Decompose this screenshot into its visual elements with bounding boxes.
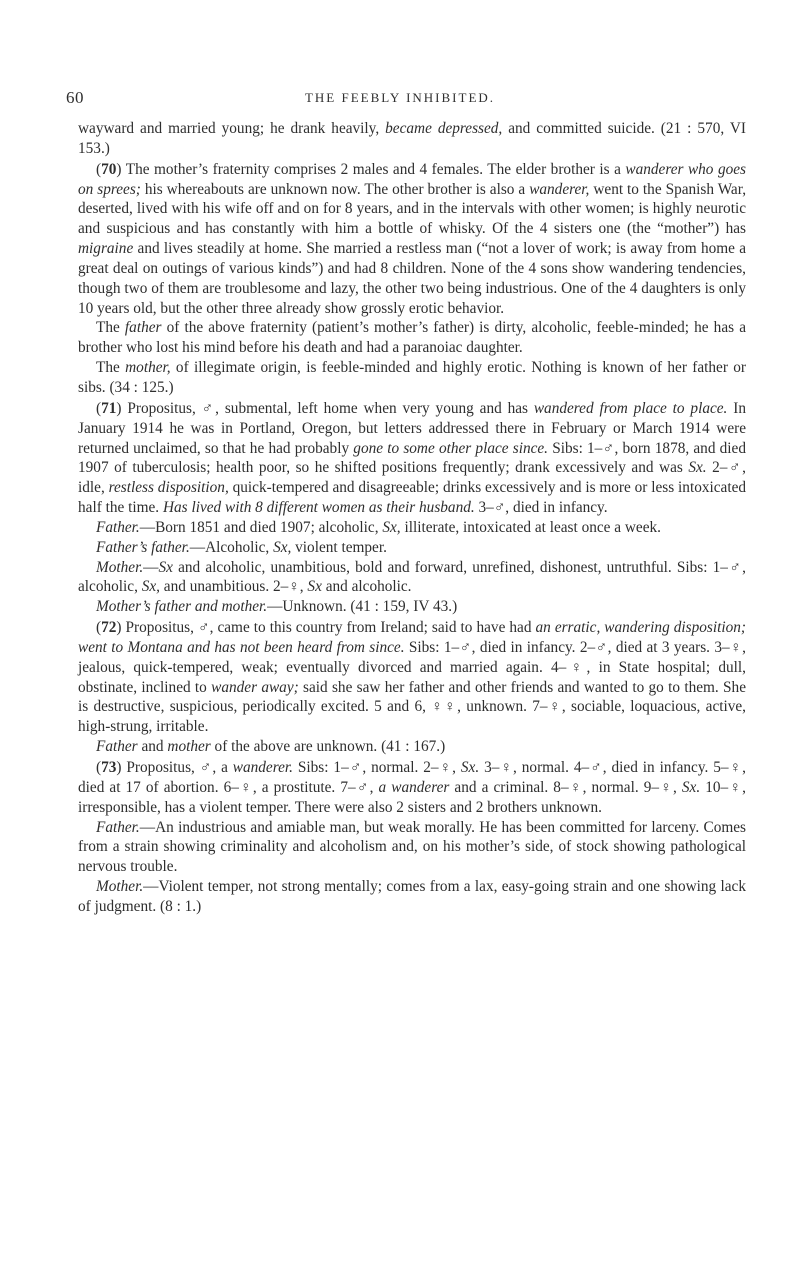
paragraph: The father of the above fraternity (patient’s mother’s father) is dirty, alcoholic, feeble-minded; he has a brother who lost his mind before his death and had a paranoiac daughter. — [78, 319, 747, 357]
paragraph: Father.—Born 1851 and died 1907; alcoholic, Sx, illiterate, intoxicated at least once a week. — [96, 518, 661, 536]
paragraph: The mother, of illegimate origin, is feeble-minded and highly erotic. Nothing is known of her father or sibs. (34 : 125.) — [78, 359, 746, 396]
paragraph: wayward and married young; he drank heavily, became depressed, and committed suicide. (21 : 570, VI 153.) — [78, 120, 747, 157]
body-text — [78, 119, 746, 917]
paragraph: Father and mother of the above are unknown. (41 : 167.) — [96, 738, 446, 756]
case-paragraph: (71) Propositus, ♂, submental, left home when very young and has wandered from place to place. In January 1914 he was in Portland, Oregon, but letters addressed there in February or March 1914 were returned unclaimed, so that he had probably gone to some other place since. Sibs: 1–♂, born 1878, and died 1907 of tuberculosis; health poor, so he shifted positions frequently; drank excessively and was Sx. 2–♂, idle, restless disposition, quick-tempered and disagreeable; drinks excessively and is more or less intoxicated half the time. Has lived with 8 different women as their husband. 3–♂, died in infancy. — [78, 399, 747, 517]
page-number: 60 — [66, 88, 84, 107]
paragraph: Father.—An industrious and amiable man, but weak morally. He has been committed for larceny. Comes from a strain showing criminality and alcoholism and, on his mother’s side, of stock showing pathological nervous trouble. — [78, 818, 746, 876]
paragraph: Mother.—Sx and alcoholic, unambitious, bold and forward, unrefined, dishonest, untruthful. Sibs: 1–♂, alcoholic, Sx, and unambitious. 2–♀, Sx and alcoholic. — [78, 558, 746, 596]
case-paragraph: (70) The mother’s fraternity comprises 2 males and 4 females. The elder brother is a wanderer who goes on sprees; his whereabouts are unknown now. The other brother is also a wanderer, went to the Spanish War, deserted, lived with his wife off and on for 8 years, and in the intervals with other women; is highly neurotic and suspicious and has constantly with him a bottle of whisky. Of the 4 sisters one (the “mother”) has migraine and lives steadily at home. She married a restless man (“not a lover of work; is away from home a great deal on outings of various kinds”) and had 8 children. None of the 4 sons show wandering tendencies, though two of them are troublesome and lazy, the other two being industrious. One of the 4 daughters is only 10 years old, but the other three already show grossly erotic behavior. — [78, 160, 747, 317]
paragraph: Mother.—Violent temper, not strong mentally; comes from a lax, easy-going strain and one showing lack of judgment. (8 : 1.) — [78, 878, 746, 915]
paragraph: Father’s father.—Alcoholic, Sx, violent temper. — [96, 538, 387, 556]
case-paragraph: (73) Propositus, ♂, a wanderer. Sibs: 1–♂, normal. 2–♀, Sx. 3–♀, normal. 4–♂, died in infancy. 5–♀, died at 17 of abortion. 6–♀, a prostitute. 7–♂, a wanderer and a criminal. 8–♀, normal. 9–♀, Sx. 10–♀, irresponsible, has a violent temper. There were also 2 sisters and 2 brothers unknown. — [78, 759, 746, 816]
paragraph: Mother’s father and mother.—Unknown. (41 : 159, IV 43.) — [96, 598, 458, 616]
running-head: THE FEEBLY INHIBITED. — [304, 90, 496, 105]
case-paragraph: (72) Propositus, ♂, came to this country from Ireland; said to have had an erratic, wandering disposition; went to Montana and has not been heard from since. Sibs: 1–♂, died in infancy. 2–♂, died at 3 years. 3–♀, jealous, quick-tempered, weak; eventually divorced and married again. 4–♀, in State hospital; dull, obstinate, inclined to wander away; said she saw her father and other friends and wanted to go to them. She is destructive, suspicious, periodically excited. 5 and 6, ♀♀, unknown. 7–♀, sociable, loquacious, active, high-strung, irritable. — [78, 619, 746, 736]
page-header — [0, 88, 800, 114]
